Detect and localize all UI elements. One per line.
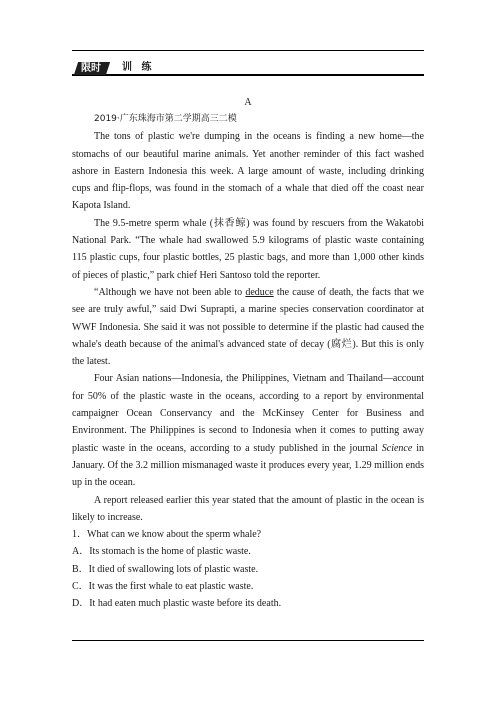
option-d: D．It had eaten much plastic waste before its death. <box>72 598 282 610</box>
top-rule <box>72 50 424 51</box>
time-limit-tag <box>74 62 110 75</box>
paragraph-4-end: in January. Of the 3.2 million mismanaged waste it produces every year, 1.29 million ends up in the ocean. <box>72 442 425 489</box>
option-a: A．Its stomach is the home of plastic waste. <box>72 546 251 558</box>
paragraph-4-start: Four Asian nations—Indonesia, the Philippines, Vietnam and Thailand—account for 50% of the plastic waste in the oceans, according to a report by environmental campaigner Ocean Conservancy and the McKinsey Center for Business and Environment. The Philippines is second to Indonesia when it comes to putting away plastic waste in the oceans, according to a study published in the journal <box>72 373 424 454</box>
paragraph-4 <box>72 370 424 491</box>
passage-label: A <box>244 97 252 108</box>
journal-name: Science <box>381 442 413 454</box>
option-c: C．It was the first whale to eat plastic waste. <box>72 581 254 593</box>
option-b: B．It died of swallowing lots of plastic waste. <box>72 563 259 575</box>
header-underline <box>72 74 424 76</box>
paragraph-3 <box>72 284 424 370</box>
underlined-word: deduce <box>245 286 274 298</box>
time-limit-tag-label: 限时 <box>81 63 101 74</box>
paragraph-3-start: “Although we have not been able to <box>94 286 246 298</box>
section-title: 训 练 <box>122 62 155 73</box>
paragraph-2: The 9.5-metre sperm whale (抹香鲸) was found by rescuers from the Wakatobi National Park. “The whale had swallowed 5.9 kilograms of plastic waste containing 115 plastic cups, four plastic bottles, 25 plastic bags, and more than 1,000 other kinds of pieces of plastic,” park chief Heri Santoso told the reporter. <box>72 217 424 281</box>
passage-source: 2019·广东珠海市第二学期高三二模 <box>94 114 237 124</box>
reading-passage <box>72 94 424 613</box>
paragraph-3-end: the cause of death, the facts that we see are truly awful,” said Dwi Suprapti, a marine species conservation coordinator at WWF Indonesia. She said it was not possible to determine if the plastic had caused the whale's death because of the animal's advanced state of decay (腐烂). But this is only the latest. <box>72 286 424 368</box>
paragraph-1: The tons of plastic we're dumping in the oceans is finding a new home—the stomachs of our beautiful marine animals. Yet another reminder of this fact washed ashore in Eastern Indonesia this week. A large amount of waste, including drinking cups and flip-flops, was found in the stomach of a whale that died off the coast near Kapota Island. <box>72 131 424 212</box>
bottom-rule <box>72 640 424 641</box>
paragraph-5: A report released earlier this year stated that the amount of plastic in the ocean is likely to increase. <box>72 494 424 523</box>
section-header <box>72 62 424 76</box>
question-stem: 1．What can we know about the sperm whale? <box>72 529 262 541</box>
